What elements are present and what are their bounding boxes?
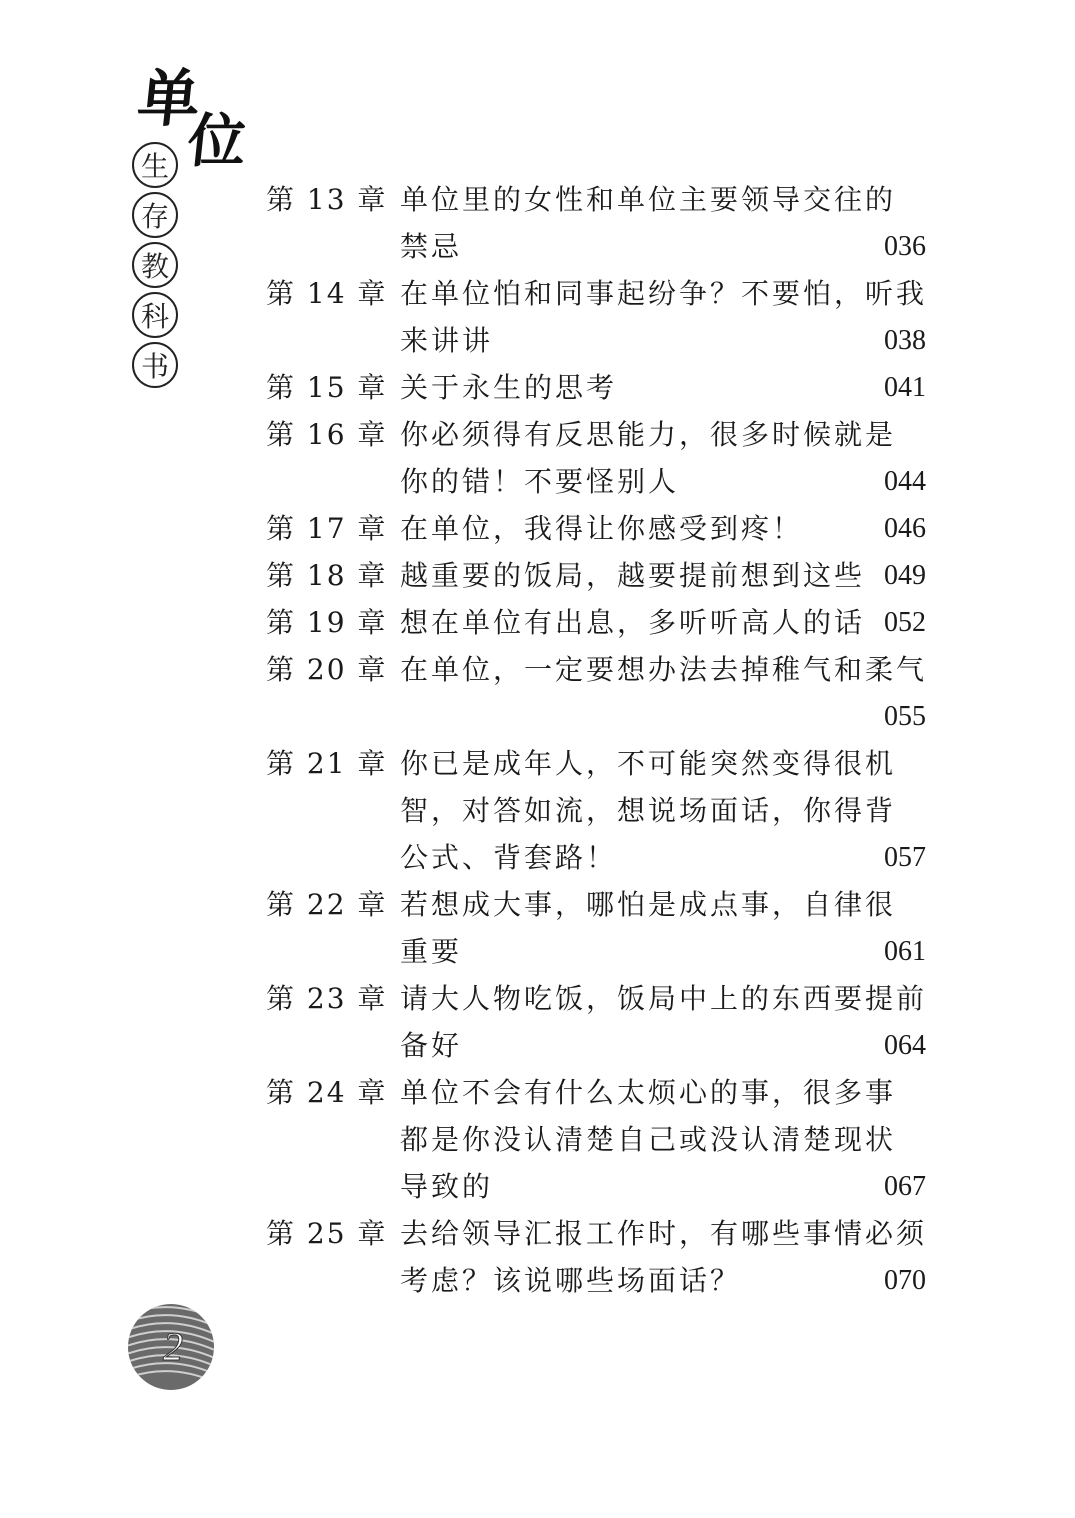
chapter-title-line: 来讲讲 <box>400 324 494 357</box>
page-number: 046 <box>884 513 926 544</box>
page-number-badge <box>126 1302 216 1392</box>
page-number: 049 <box>884 560 926 591</box>
chapter-title-line: 考虑？该说哪些场面话？ <box>400 1264 742 1297</box>
chapter-label: 第 15 章 <box>266 371 388 404</box>
page-number: 070 <box>884 1265 926 1296</box>
title-char: 存 <box>132 192 178 238</box>
logo-char-wei: 位 <box>184 107 250 175</box>
toc-entry <box>266 740 926 881</box>
chapter-label: 第 22 章 <box>266 888 388 921</box>
chapter-title-line: 导致的 <box>400 1170 494 1203</box>
chapter-label: 第 21 章 <box>266 747 388 780</box>
toc-entry <box>266 975 926 1069</box>
title-char: 书 <box>132 342 178 388</box>
chapter-label: 第 25 章 <box>266 1217 388 1250</box>
chapter-title-line: 单位里的女性和单位主要领导交往的 <box>400 183 897 216</box>
title-char: 科 <box>132 292 178 338</box>
title-char: 教 <box>132 242 178 288</box>
toc-entry <box>266 881 926 975</box>
page-number: 041 <box>884 372 926 403</box>
chapter-label: 第 14 章 <box>266 277 388 310</box>
chapter-title-line: 去给领导汇报工作时，有哪些事情必须 <box>400 1217 928 1250</box>
chapter-title-line: 你已是成年人，不可能突然变得很机 <box>400 747 897 780</box>
chapter-title-line: 重要 <box>400 935 463 968</box>
toc-entry <box>266 599 926 646</box>
page-number: 057 <box>884 842 926 873</box>
toc-entry <box>266 646 926 740</box>
chapter-title-line: 备好 <box>400 1029 463 1062</box>
chapter-title-line: 你的错！不要怪别人 <box>400 465 680 498</box>
page-number: 052 <box>884 607 926 638</box>
page-number: 067 <box>884 1171 926 1202</box>
toc-entry <box>266 270 926 364</box>
chapter-title-line: 越重要的饭局，越要提前想到这些 <box>400 559 866 592</box>
chapter-title-line: 请大人物吃饭，饭局中上的东西要提前 <box>400 982 928 1015</box>
chapter-title-line: 关于永生的思考 <box>400 371 618 404</box>
chapter-title-line: 禁忌 <box>400 230 463 263</box>
chapter-label: 第 18 章 <box>266 559 388 592</box>
page-number: 061 <box>884 936 926 967</box>
page-number: 038 <box>884 325 926 356</box>
chapter-label: 第 13 章 <box>266 183 388 216</box>
chapter-title-line: 在单位怕和同事起纷争？不要怕，听我 <box>400 277 928 310</box>
chapter-label: 第 19 章 <box>266 606 388 639</box>
toc-entry <box>266 411 926 505</box>
page-number-text: 2 <box>163 1324 183 1369</box>
chapter-label: 第 20 章 <box>266 653 388 686</box>
toc-entry <box>266 364 926 411</box>
chapter-title-line: 在单位，我得让你感受到疼！ <box>400 512 804 545</box>
page-number: 055 <box>884 701 926 732</box>
chapter-title-line: 在单位，一定要想办法去掉稚气和柔气 <box>400 653 928 686</box>
toc-entry <box>266 1210 926 1304</box>
logo-char-dan: 单 <box>134 62 204 135</box>
page-number: 036 <box>884 231 926 262</box>
toc-entry <box>266 552 926 599</box>
table-of-contents <box>266 176 926 1304</box>
page-number: 044 <box>884 466 926 497</box>
chapter-title-line: 单位不会有什么太烦心的事，很多事 <box>400 1076 897 1109</box>
chapter-title-line: 智，对答如流，想说场面话，你得背 <box>400 794 897 827</box>
chapter-title-line: 想在单位有出息，多听听高人的话 <box>400 606 866 639</box>
chapter-label: 第 24 章 <box>266 1076 388 1109</box>
chapter-title-line: 都是你没认清楚自己或没认清楚现状 <box>400 1123 897 1156</box>
chapter-label: 第 17 章 <box>266 512 388 545</box>
page-number: 064 <box>884 1030 926 1061</box>
chapter-title-line: 你必须得有反思能力，很多时候就是 <box>400 418 897 451</box>
vertical-book-title <box>132 142 180 392</box>
chapter-label: 第 16 章 <box>266 418 388 451</box>
toc-entry <box>266 505 926 552</box>
chapter-title-line: 公式、背套路！ <box>400 841 618 874</box>
toc-entry <box>266 176 926 270</box>
chapter-title-line: 若想成大事，哪怕是成点事，自律很 <box>400 888 897 921</box>
title-char: 生 <box>132 142 178 188</box>
chapter-label: 第 23 章 <box>266 982 388 1015</box>
toc-entry <box>266 1069 926 1210</box>
